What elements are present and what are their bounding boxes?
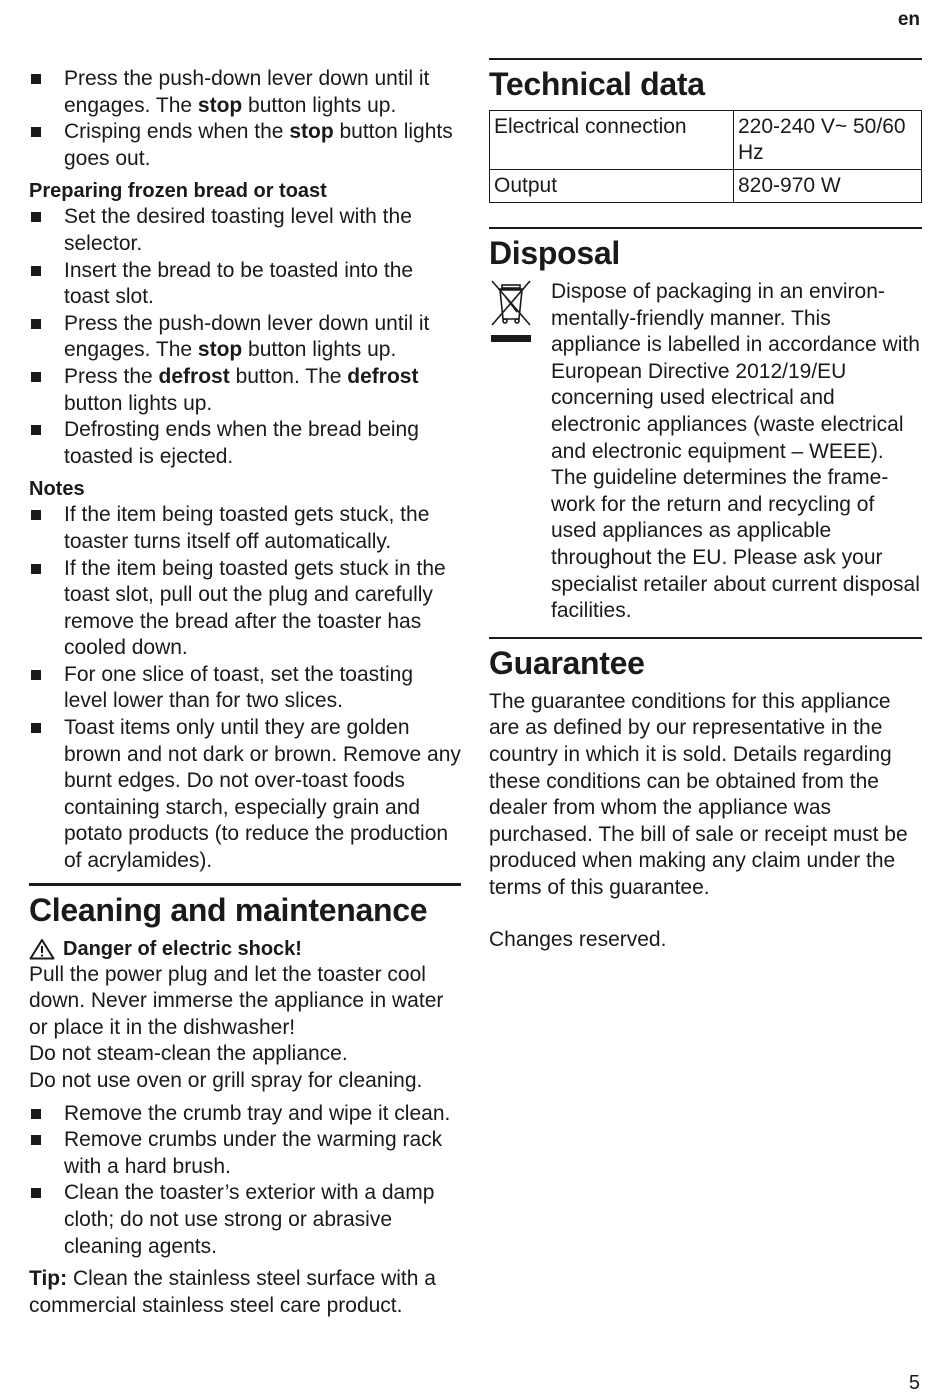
list-item: Crisping ends when the stop button lights goes out. [29, 119, 461, 172]
list-item: Remove the crumb tray and wipe it clean. [29, 1101, 461, 1128]
list-item: Press the push-down lever down until it engages. The stop button lights up. [29, 66, 461, 119]
guarantee-title: Guarantee [489, 644, 645, 681]
changes-reserved: Changes reserved. [489, 928, 667, 952]
frozen-heading: Preparing frozen bread or toast [29, 180, 327, 203]
list-item: For one slice of toast, set the toasting level lower than for two slices. [29, 662, 461, 715]
warning-triangle-icon [29, 938, 55, 960]
table-row [490, 170, 922, 203]
list-item: If the item being toasted gets stuck in the toast slot, pull out the plug and carefully remove the bread after the toaster has cooled down. [29, 556, 461, 662]
list-item: Clean the toaster’s exterior with a damp cloth; do not use strong or abrasive cleaning agents. [29, 1180, 461, 1260]
cleaning-title: Cleaning and maintenance [29, 883, 461, 928]
weee-crossed-bin-icon [489, 279, 533, 349]
list-item: Press the push-down lever down until it engages. The stop button lights up. [29, 311, 461, 364]
language-code: en [897, 9, 920, 30]
table-cell: Output [490, 170, 734, 203]
intro-list [29, 66, 461, 172]
cleaning-paragraph: Do not steam-clean the appliance. [29, 1042, 348, 1066]
frozen-list [29, 204, 461, 470]
tip-paragraph [29, 1266, 461, 1319]
table-cell: 220-240 V~ 50/60 Hz [734, 111, 922, 170]
left-column [29, 66, 461, 1319]
list-item: Defrosting ends when the bread being toasted is ejected. [29, 417, 461, 470]
tip-text: Clean the stainless steel surface with a commercial stainless steel care product. [29, 1267, 436, 1317]
cleaning-paragraph: Pull the power plug and let the toaster cool down. Never immerse the appliance in water or place it in the dishwasher! [29, 962, 444, 1039]
cleaning-paragraph: Do not use oven or grill spray for cleaning. [29, 1069, 423, 1092]
tech-title: Technical data [489, 66, 705, 102]
tip-label: Tip: [29, 1267, 68, 1291]
table-row [490, 111, 922, 170]
list-item: Toast items only until they are golden brown and not dark or brown. Remove any burnt edges. Do not over-toast foods containing starch, especially grain and potato products (to reduce the production of acrylamides). [29, 715, 461, 875]
list-item: Press the defrost button. The defrost button lights up. [29, 364, 461, 417]
danger-warning [29, 936, 461, 962]
disposal-block [489, 279, 922, 625]
right-column [489, 58, 922, 954]
list-item: Remove crumbs under the warming rack with a hard brush. [29, 1127, 461, 1180]
cleaning-list [29, 1101, 461, 1261]
table-cell: 820-970 W [734, 170, 922, 203]
notes-list [29, 502, 461, 874]
page-number: 5 [908, 1372, 920, 1394]
table-cell: Electrical connection [490, 111, 734, 170]
notes-heading: Notes [29, 478, 85, 501]
danger-label: Danger of electric shock! [63, 937, 302, 960]
list-item: Insert the bread to be toasted into the toast slot. [29, 258, 461, 311]
disposal-text: Dispose of packaging in an environ-mentally-friendly manner. This appliance is labelled in accordance with European Directive 2012/19/EU concerning used electrical and electronic appliances (waste electrical and electronic equipment – WEEE). The guideline determines the frame-work for the return and recycling of used appliances as applicable throughout the EU. Please ask your specialist retailer about current disposal facilities. [551, 280, 920, 623]
list-item: If the item being toasted gets stuck, the toaster turns itself off automatically. [29, 502, 461, 555]
disposal-title: Disposal [489, 235, 620, 271]
guarantee-text: The guarantee conditions for this appliance are as defined by our representative in the country in which it is sold. Details regarding these conditions can be obtained from the dealer from whom the appliance was purchased. The bill of sale or receipt must be produced when making any claim under the terms of this guarantee. [489, 689, 908, 899]
list-item: Set the desired toasting level with the selector. [29, 204, 461, 257]
tech-table [489, 110, 922, 203]
